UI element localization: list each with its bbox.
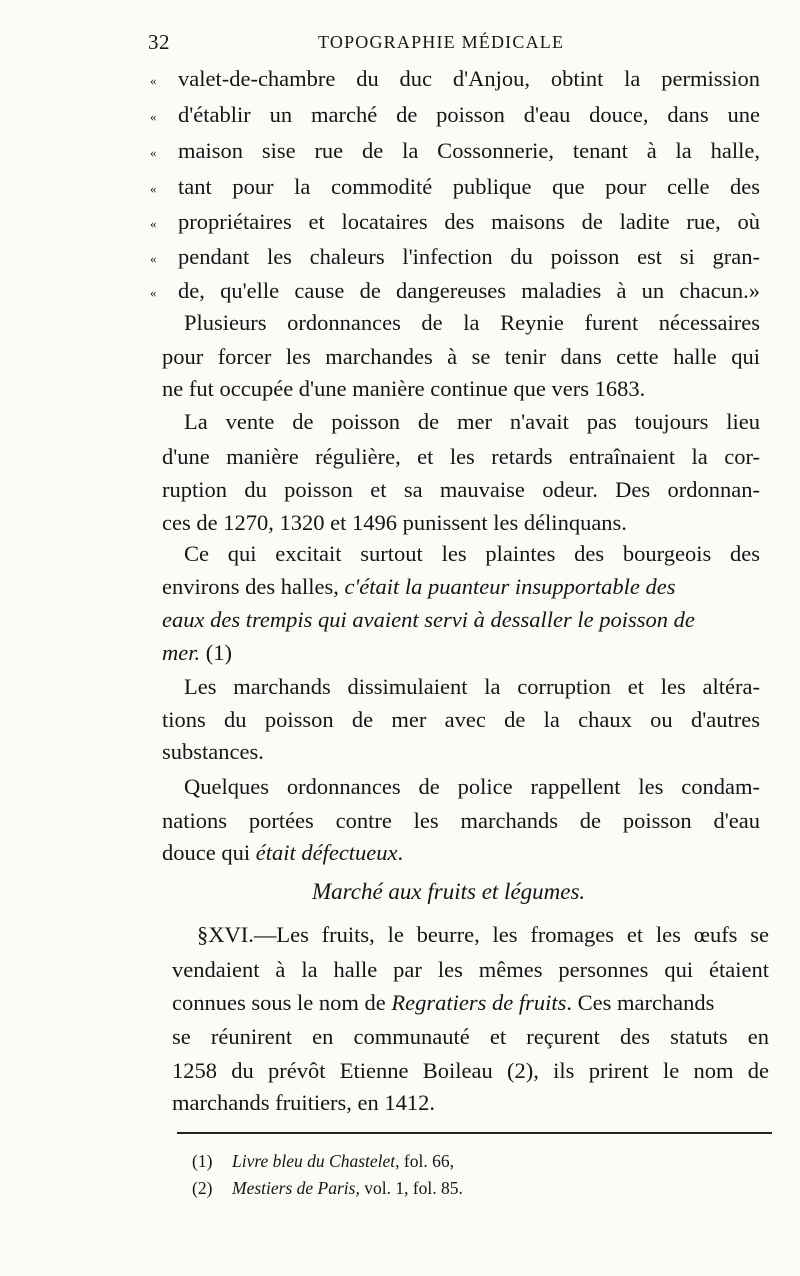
body-line xyxy=(0,134,800,168)
body-line xyxy=(0,986,800,1020)
line-text-italic: eaux des trempis qui avaient servi à dessaller le poisson de xyxy=(162,607,695,632)
page-header xyxy=(148,30,748,64)
line-text: marchands fruitiers, en 1412. xyxy=(172,1090,436,1115)
body-line xyxy=(0,372,800,406)
line-text xyxy=(162,570,676,604)
line-text-italic: c'était la puanteur insupportable des xyxy=(344,574,676,599)
quote-mark: « xyxy=(150,109,157,124)
line-text: substances. xyxy=(162,739,264,764)
footnote-text xyxy=(232,1148,454,1174)
line-text-italic: était défectueux xyxy=(255,840,398,865)
body-line xyxy=(0,306,800,340)
line-text: tions du poisson de mer avec de la chaux ou d'autres xyxy=(162,707,760,732)
line-text xyxy=(162,636,232,670)
quote-mark: « xyxy=(150,181,157,196)
quote-mark: « xyxy=(150,216,157,231)
footnote-text xyxy=(232,1175,463,1201)
body-line xyxy=(0,603,800,637)
body-line xyxy=(0,918,800,952)
line-text-roman: douce qui xyxy=(162,840,256,865)
line-text: ruption du poisson et sa mauvaise odeur. Des ordonnan- xyxy=(162,477,760,502)
quote-mark: « xyxy=(150,251,157,266)
line-text-roman: connues sous le nom de xyxy=(172,990,392,1015)
line-text xyxy=(172,986,714,1020)
body-line xyxy=(0,98,800,132)
body-line xyxy=(0,205,800,239)
line-text-italic: mer. xyxy=(162,640,201,665)
line-text: ne fut occupée d'une manière continue que vers 1683. xyxy=(162,376,646,401)
quote-mark: « xyxy=(150,285,157,300)
footnote-divider xyxy=(177,1132,772,1134)
body-line xyxy=(0,405,800,439)
line-text: pendant les chaleurs l'infection du poisson est si gran- xyxy=(178,244,760,269)
body-line xyxy=(0,703,800,737)
line-text: Quelques ordonnances de police rappellent les condam- xyxy=(184,774,760,799)
line-text: maison sise rue de la Cossonnerie, tenant à la halle, xyxy=(178,138,760,163)
body-line xyxy=(0,170,800,204)
body-line xyxy=(0,340,800,374)
footnote-rest: fol. 66, xyxy=(399,1151,454,1171)
body-line xyxy=(0,440,800,474)
line-text-roman: . xyxy=(397,840,404,865)
line-text: Les marchands dissimulaient la corruption et les altéra- xyxy=(184,674,760,699)
line-text: tant pour la commodité publique que pour celle des xyxy=(178,174,760,199)
line-text: propriétaires et locataires des maisons de ladite rue, où xyxy=(178,209,760,234)
body-line xyxy=(0,473,800,507)
body-line xyxy=(0,1020,800,1054)
line-text: valet-de-chambre du duc d'Anjou, obtint la permission xyxy=(178,66,760,91)
line-text: nations portées contre les marchands de poisson d'eau xyxy=(162,808,760,833)
quote-mark: « xyxy=(150,73,157,88)
body-line xyxy=(0,1054,800,1088)
line-text: de, qu'elle cause de dangereuses maladies à un chacun.» xyxy=(178,278,760,303)
line-text: pour forcer les marchandes à se tenir dans cette halle qui xyxy=(162,344,760,369)
line-text: d'établir un marché de poisson d'eau douce, dans une xyxy=(178,102,760,127)
body-line xyxy=(0,770,800,804)
quote-mark: « xyxy=(150,145,157,160)
footnote-title: Mestiers de Paris, xyxy=(232,1178,360,1198)
body-line xyxy=(0,506,800,540)
footnote-ref: (1) xyxy=(200,640,232,665)
body-line xyxy=(0,836,800,870)
line-text: d'une manière régulière, et les retards entraînaient la cor- xyxy=(162,444,760,469)
line-text: ces de 1270, 1320 et 1496 punissent les délinquans. xyxy=(162,510,627,535)
line-text: Plusieurs ordonnances de la Reynie furent nécessaires xyxy=(184,310,760,335)
line-text-roman: . Ces marchands xyxy=(566,990,715,1015)
body-line xyxy=(0,537,800,571)
line-text: §XVI.—Les fruits, le beurre, les fromages et les œufs se xyxy=(197,922,769,947)
line-text: 1258 du prévôt Etienne Boileau (2), ils prirent le nom de xyxy=(172,1058,769,1083)
line-text-roman: environs des halles, xyxy=(162,574,345,599)
body-line xyxy=(0,62,800,96)
body-line xyxy=(0,670,800,704)
footnote-title: Livre bleu du Chastelet, xyxy=(232,1151,400,1171)
section-heading xyxy=(0,875,800,909)
line-text: vendaient à la halle par les mêmes personnes qui étaient xyxy=(172,957,769,982)
body-line xyxy=(0,240,800,274)
line-text: Ce qui excitait surtout les plaintes des bourgeois des xyxy=(184,541,760,566)
body-line xyxy=(0,570,800,604)
line-text-italic: Regratiers de fruits xyxy=(391,990,567,1015)
body-line xyxy=(0,636,800,670)
footnote-rest: vol. 1, fol. 85. xyxy=(359,1178,463,1198)
body-line xyxy=(0,1086,800,1120)
section-heading-text: Marché aux fruits et légumes. xyxy=(312,879,586,904)
running-title: TOPOGRAPHIE MÉDICALE xyxy=(318,32,565,52)
body-line xyxy=(0,804,800,838)
body-line xyxy=(0,953,800,987)
line-text: La vente de poisson de mer n'avait pas toujours lieu xyxy=(184,409,760,434)
body-line xyxy=(0,274,800,308)
line-text: se réunirent en communauté et reçurent des statuts en xyxy=(172,1024,769,1049)
line-text xyxy=(162,836,403,870)
footnote-marker: (2) xyxy=(192,1178,213,1198)
body-line xyxy=(0,735,800,769)
footnote-marker: (1) xyxy=(192,1151,213,1171)
page-number: 32 xyxy=(148,30,170,54)
